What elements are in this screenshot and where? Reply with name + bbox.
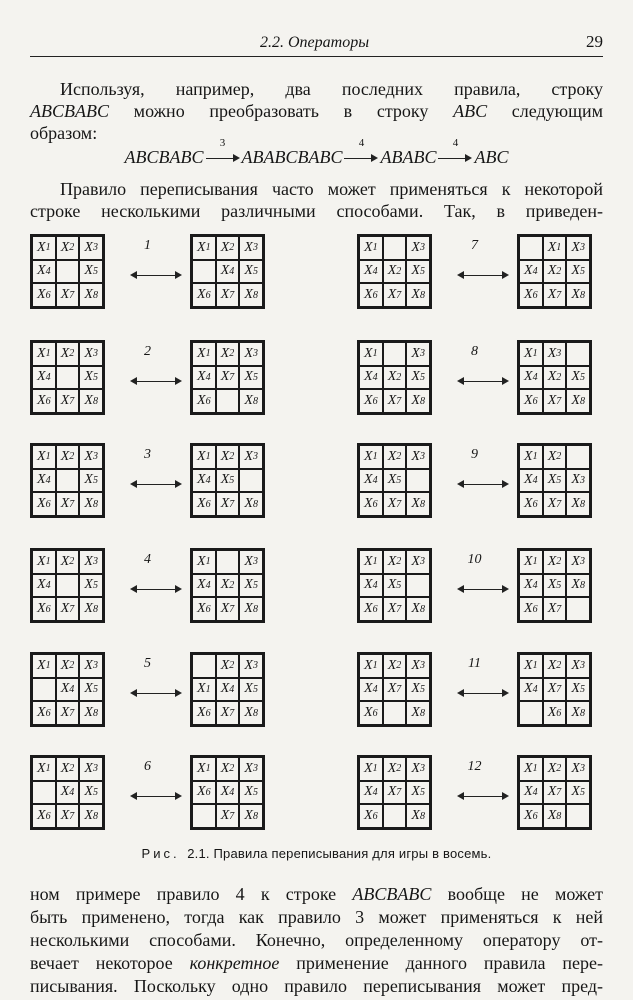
grid-cell: X 3	[239, 550, 263, 574]
paragraph-3-line-1: ном примере правило 4 к строке ABCBABC вообще не может	[30, 884, 603, 904]
rule-1	[30, 234, 280, 309]
double-arrow-icon	[130, 690, 182, 698]
grid-cell: X 7	[216, 492, 240, 516]
grid-cell: X 4	[192, 574, 216, 598]
running-header	[30, 28, 603, 57]
grid-cell: X 8	[79, 804, 103, 828]
grid-cell: X 6	[192, 283, 216, 307]
grid-cell: X 1	[192, 550, 216, 574]
figure-caption: Рис. 2.1. Правила переписывания для игры в восемь.	[141, 846, 492, 861]
rule-number: 11	[468, 656, 481, 671]
grid-cell: X 7	[56, 492, 80, 516]
grid-cell: X 3	[239, 342, 263, 366]
grid-cell: X 3	[566, 654, 590, 678]
grid-cell: X 7	[543, 283, 567, 307]
puzzle-grid-left	[357, 234, 432, 309]
grid-cell: X 7	[543, 678, 567, 702]
rule-number: 3	[144, 447, 151, 462]
grid-cell: X 2	[56, 550, 80, 574]
grid-cell: X 2	[216, 236, 240, 260]
grid-cell: X 5	[79, 574, 103, 598]
grid-cell: X 4	[359, 574, 383, 598]
rule-3	[30, 443, 280, 518]
grid-cell	[566, 342, 590, 366]
grid-cell: X 8	[566, 389, 590, 413]
grid-cell: X 3	[566, 550, 590, 574]
grid-cell: X 4	[56, 781, 80, 805]
grid-cell: X 6	[359, 492, 383, 516]
paragraph-3-line-2: быть применено, тогда как правило 3 может применяться к ней	[30, 907, 603, 927]
grid-cell: X 7	[216, 283, 240, 307]
grid-cell: X 1	[192, 236, 216, 260]
grid-cell: X 5	[566, 781, 590, 805]
grid-cell: X 5	[406, 781, 430, 805]
grid-cell: X 4	[519, 469, 543, 493]
grid-cell: X 2	[383, 654, 407, 678]
puzzle-grid-left	[357, 340, 432, 415]
grid-cell: X 7	[56, 283, 80, 307]
grid-cell: X 5	[566, 366, 590, 390]
grid-cell: X 8	[406, 492, 430, 516]
double-arrow-icon	[130, 378, 182, 386]
puzzle-grid-left	[30, 755, 105, 830]
grid-cell: X 6	[519, 597, 543, 621]
paragraph-3-line-4: вечает некоторое конкретное применение данного правила пере-	[30, 953, 604, 973]
grid-cell: X 5	[239, 781, 263, 805]
grid-cell: X 3	[566, 757, 590, 781]
grid-cell	[519, 701, 543, 725]
grid-cell: X 7	[383, 597, 407, 621]
grid-cell: X 4	[216, 260, 240, 284]
grid-cell: X 8	[406, 804, 430, 828]
grid-cell: X 8	[79, 701, 103, 725]
grid-cell	[32, 678, 56, 702]
grid-cell: X 8	[79, 492, 103, 516]
grid-cell: X 1	[519, 654, 543, 678]
grid-cell: X 2	[543, 654, 567, 678]
grid-cell: X 2	[543, 550, 567, 574]
double-arrow-icon	[130, 793, 182, 801]
grid-cell: X 5	[566, 260, 590, 284]
grid-cell: X 8	[543, 804, 567, 828]
grid-cell: X 6	[192, 701, 216, 725]
grid-cell: X 6	[32, 597, 56, 621]
grid-cell: X 8	[566, 283, 590, 307]
grid-cell: X 1	[192, 757, 216, 781]
grid-cell: X 4	[192, 469, 216, 493]
grid-cell: X 2	[543, 366, 567, 390]
grid-cell: X 6	[192, 389, 216, 413]
right-arrow-icon: 3	[206, 147, 240, 165]
grid-cell: X 2	[383, 445, 407, 469]
grid-cell	[192, 260, 216, 284]
double-arrow-icon	[457, 378, 509, 386]
grid-cell: X 3	[79, 342, 103, 366]
grid-cell: X 8	[239, 597, 263, 621]
grid-cell: X 8	[79, 389, 103, 413]
grid-cell	[383, 342, 407, 366]
grid-cell: X 5	[566, 678, 590, 702]
puzzle-grid-right	[517, 234, 592, 309]
grid-cell: X 4	[192, 366, 216, 390]
grid-cell: X 7	[543, 597, 567, 621]
grid-cell	[56, 366, 80, 390]
grid-cell: X 3	[566, 469, 590, 493]
grid-cell: X 5	[79, 366, 103, 390]
grid-cell: X 1	[519, 342, 543, 366]
grid-cell: X 7	[216, 804, 240, 828]
grid-cell: X 1	[192, 678, 216, 702]
puzzle-grid-right	[190, 755, 265, 830]
running-title: 2.2. Операторы	[260, 34, 370, 51]
grid-cell: X 4	[519, 366, 543, 390]
rule-6	[30, 755, 280, 830]
grid-cell	[566, 804, 590, 828]
grid-cell: X 6	[32, 283, 56, 307]
puzzle-grid-right	[517, 443, 592, 518]
right-arrow-icon: 4	[438, 147, 472, 165]
grid-cell: X 7	[383, 283, 407, 307]
grid-cell: X 2	[383, 260, 407, 284]
grid-cell: X 4	[32, 469, 56, 493]
puzzle-grid-left	[30, 652, 105, 727]
grid-cell: X 1	[359, 236, 383, 260]
rule-12	[357, 755, 607, 830]
puzzle-grid-right	[517, 755, 592, 830]
grid-cell: X 8	[406, 283, 430, 307]
derivation-formula	[0, 137, 633, 168]
grid-cell: X 2	[216, 654, 240, 678]
grid-cell	[56, 574, 80, 598]
rule-number: 2	[144, 344, 151, 359]
grid-cell: X 1	[359, 757, 383, 781]
grid-cell: X 5	[239, 574, 263, 598]
grid-cell: X 3	[566, 236, 590, 260]
grid-cell: X 4	[32, 260, 56, 284]
grid-cell: X 2	[543, 445, 567, 469]
grid-cell: X 6	[519, 804, 543, 828]
grid-cell: X 2	[56, 654, 80, 678]
grid-cell: X 3	[406, 236, 430, 260]
paragraph-2-line-1: Правило переписывания часто может применяться к некоторой	[60, 179, 603, 199]
grid-cell: X 2	[383, 757, 407, 781]
grid-cell: X 2	[216, 757, 240, 781]
grid-cell: X 6	[519, 492, 543, 516]
double-arrow-icon	[130, 586, 182, 594]
grid-cell: X 1	[32, 342, 56, 366]
double-arrow-icon	[130, 272, 182, 280]
grid-cell: X 5	[406, 366, 430, 390]
grid-cell: X 1	[359, 654, 383, 678]
grid-cell: X 8	[239, 701, 263, 725]
page-number: 29	[586, 32, 603, 51]
paragraph-1-line-1: Используя, например, два последних правила, строку	[60, 79, 603, 99]
grid-cell	[56, 469, 80, 493]
grid-cell: X 3	[406, 654, 430, 678]
grid-cell: X 2	[383, 366, 407, 390]
grid-cell: X 4	[519, 260, 543, 284]
grid-cell: X 3	[79, 236, 103, 260]
grid-cell: X 1	[519, 550, 543, 574]
grid-cell: X 1	[32, 654, 56, 678]
grid-cell: X 3	[79, 550, 103, 574]
rule-4	[30, 548, 280, 623]
grid-cell: X 6	[519, 389, 543, 413]
rule-5	[30, 652, 280, 727]
grid-cell: X 7	[543, 781, 567, 805]
double-arrow-icon	[457, 586, 509, 594]
rule-number: 10	[467, 552, 482, 567]
paragraph-3-line-5: писывания. Поскольку одно правило переписывания может пред-	[30, 976, 603, 996]
grid-cell: X 8	[566, 701, 590, 725]
puzzle-grid-right	[190, 652, 265, 727]
puzzle-grid-right	[517, 340, 592, 415]
double-arrow-icon	[457, 793, 509, 801]
grid-cell: X 7	[216, 366, 240, 390]
grid-cell: X 7	[383, 389, 407, 413]
puzzle-grid-left	[357, 755, 432, 830]
grid-cell: X 5	[79, 678, 103, 702]
grid-cell: X 1	[519, 445, 543, 469]
puzzle-grid-left	[357, 652, 432, 727]
rule-number: 7	[471, 238, 478, 253]
grid-cell: X 4	[359, 366, 383, 390]
puzzle-grid-right	[190, 443, 265, 518]
grid-cell: X 8	[406, 701, 430, 725]
grid-cell: X 7	[56, 804, 80, 828]
rule-number: 6	[144, 759, 151, 774]
grid-cell: X 4	[359, 260, 383, 284]
grid-cell: X 5	[406, 260, 430, 284]
grid-cell: X 7	[543, 492, 567, 516]
grid-cell: X 4	[359, 678, 383, 702]
grid-cell: X 6	[32, 492, 56, 516]
grid-cell: X 6	[359, 597, 383, 621]
grid-cell: X 6	[32, 804, 56, 828]
grid-cell	[216, 389, 240, 413]
grid-cell: X 3	[79, 445, 103, 469]
grid-cell: X 2	[543, 757, 567, 781]
grid-cell: X 4	[32, 366, 56, 390]
rule-number: 5	[144, 656, 151, 671]
grid-cell: X 8	[566, 574, 590, 598]
grid-cell: X 7	[383, 492, 407, 516]
puzzle-grid-left	[30, 234, 105, 309]
rule-number: 1	[144, 238, 151, 253]
grid-cell: X 6	[519, 283, 543, 307]
grid-cell: X 7	[383, 781, 407, 805]
puzzle-grid-left	[30, 548, 105, 623]
grid-cell: X 4	[32, 574, 56, 598]
grid-cell: X 5	[216, 469, 240, 493]
grid-cell: X 4	[359, 781, 383, 805]
grid-cell: X 5	[543, 574, 567, 598]
grid-cell	[32, 781, 56, 805]
grid-cell	[566, 445, 590, 469]
rule-number: 12	[467, 759, 482, 774]
grid-cell: X 1	[519, 757, 543, 781]
double-arrow-icon	[457, 690, 509, 698]
grid-cell: X 8	[239, 492, 263, 516]
grid-cell: X 8	[406, 389, 430, 413]
rule-number: 9	[471, 447, 478, 462]
grid-cell: X 4	[216, 781, 240, 805]
grid-cell	[519, 236, 543, 260]
grid-cell: X 8	[239, 389, 263, 413]
grid-cell: X 7	[216, 597, 240, 621]
grid-cell: X 2	[216, 342, 240, 366]
grid-cell: X 3	[543, 342, 567, 366]
grid-cell: X 2	[216, 445, 240, 469]
grid-cell: X 8	[406, 597, 430, 621]
right-arrow-icon: 4	[344, 147, 378, 165]
puzzle-grid-right	[517, 548, 592, 623]
paragraph-1-line-2: ABCBABC можно преобразовать в строку ABC следующим	[30, 101, 603, 121]
puzzle-grid-left	[30, 443, 105, 518]
grid-cell: X 1	[32, 236, 56, 260]
grid-cell: X 8	[239, 283, 263, 307]
puzzle-grid-right	[190, 548, 265, 623]
grid-cell	[383, 236, 407, 260]
grid-cell: X 6	[192, 492, 216, 516]
grid-cell: X 4	[519, 678, 543, 702]
double-arrow-icon	[457, 272, 509, 280]
puzzle-grid-left	[357, 443, 432, 518]
grid-cell: X 5	[383, 469, 407, 493]
grid-cell: X 6	[192, 781, 216, 805]
grid-cell: X 2	[216, 574, 240, 598]
formula-string-2: ABABCBABC	[241, 147, 343, 167]
paragraph-2-line-2: строке несколькими различными способами. Так, в приведен-	[30, 201, 603, 221]
grid-cell: X 4	[56, 678, 80, 702]
grid-cell: X 1	[192, 445, 216, 469]
grid-cell: X 3	[239, 445, 263, 469]
grid-cell: X 1	[32, 550, 56, 574]
grid-cell: X 1	[543, 236, 567, 260]
grid-cell: X 5	[239, 678, 263, 702]
grid-cell	[192, 804, 216, 828]
rule-11	[357, 652, 607, 727]
puzzle-grid-right	[190, 340, 265, 415]
puzzle-grid-right	[517, 652, 592, 727]
grid-cell: X 5	[239, 260, 263, 284]
formula-string-3: ABABC	[380, 147, 437, 167]
grid-cell: X 2	[543, 260, 567, 284]
paragraph-3-line-3: несколькими способами. Конечно, определенному оператору от-	[30, 930, 603, 950]
grid-cell: X 1	[32, 445, 56, 469]
grid-cell: X 8	[79, 283, 103, 307]
grid-cell: X 3	[79, 654, 103, 678]
grid-cell: X 3	[239, 757, 263, 781]
grid-cell	[383, 804, 407, 828]
grid-cell: X 3	[406, 757, 430, 781]
grid-cell: X 3	[406, 550, 430, 574]
grid-cell	[239, 469, 263, 493]
grid-cell: X 4	[519, 781, 543, 805]
grid-cell: X 1	[32, 757, 56, 781]
grid-cell: X 7	[543, 389, 567, 413]
grid-cell: X 6	[32, 701, 56, 725]
paragraph-1-line-3: образом:	[30, 123, 98, 143]
grid-cell	[566, 597, 590, 621]
grid-cell: X 6	[192, 597, 216, 621]
rule-number: 4	[144, 552, 151, 567]
rule-8	[357, 340, 607, 415]
grid-cell: X 4	[216, 678, 240, 702]
grid-cell	[406, 469, 430, 493]
grid-cell: X 5	[383, 574, 407, 598]
grid-cell: X 7	[56, 389, 80, 413]
grid-cell	[192, 654, 216, 678]
grid-cell: X 3	[79, 757, 103, 781]
puzzle-grid-left	[30, 340, 105, 415]
grid-cell: X 8	[79, 597, 103, 621]
grid-cell: X 8	[566, 492, 590, 516]
grid-cell: X 3	[239, 654, 263, 678]
grid-cell: X 4	[359, 469, 383, 493]
grid-cell: X 8	[239, 804, 263, 828]
grid-cell: X 6	[359, 804, 383, 828]
grid-cell: X 5	[543, 469, 567, 493]
grid-cell: X 2	[56, 236, 80, 260]
grid-cell: X 5	[79, 260, 103, 284]
rule-10	[357, 548, 607, 623]
grid-cell	[216, 550, 240, 574]
grid-cell: X 6	[543, 701, 567, 725]
grid-cell: X 5	[406, 678, 430, 702]
rule-7	[357, 234, 607, 309]
grid-cell: X 2	[56, 757, 80, 781]
grid-cell: X 7	[216, 701, 240, 725]
grid-cell: X 7	[56, 597, 80, 621]
grid-cell: X 5	[79, 781, 103, 805]
formula-string-4: ABC	[474, 147, 509, 167]
grid-cell: X 6	[359, 701, 383, 725]
grid-cell	[56, 260, 80, 284]
grid-cell: X 4	[519, 574, 543, 598]
grid-cell: X 6	[359, 389, 383, 413]
rule-9	[357, 443, 607, 518]
grid-cell: X 6	[32, 389, 56, 413]
double-arrow-icon	[457, 481, 509, 489]
grid-cell: X 2	[56, 342, 80, 366]
grid-cell: X 7	[383, 678, 407, 702]
grid-cell: X 1	[359, 445, 383, 469]
puzzle-grid-left	[357, 548, 432, 623]
grid-cell: X 1	[359, 342, 383, 366]
grid-cell: X 3	[406, 342, 430, 366]
double-arrow-icon	[130, 481, 182, 489]
rule-2	[30, 340, 280, 415]
grid-cell: X 5	[79, 469, 103, 493]
grid-cell: X 6	[359, 283, 383, 307]
grid-cell: X 1	[359, 550, 383, 574]
grid-cell: X 1	[192, 342, 216, 366]
grid-cell: X 2	[383, 550, 407, 574]
grid-cell	[406, 574, 430, 598]
grid-cell: X 5	[239, 366, 263, 390]
formula-string-1: ABCBABC	[124, 147, 204, 167]
grid-cell: X 7	[56, 701, 80, 725]
grid-cell: X 2	[56, 445, 80, 469]
rule-number: 8	[471, 344, 478, 359]
grid-cell: X 3	[406, 445, 430, 469]
grid-cell: X 3	[239, 236, 263, 260]
puzzle-grid-right	[190, 234, 265, 309]
grid-cell	[383, 701, 407, 725]
